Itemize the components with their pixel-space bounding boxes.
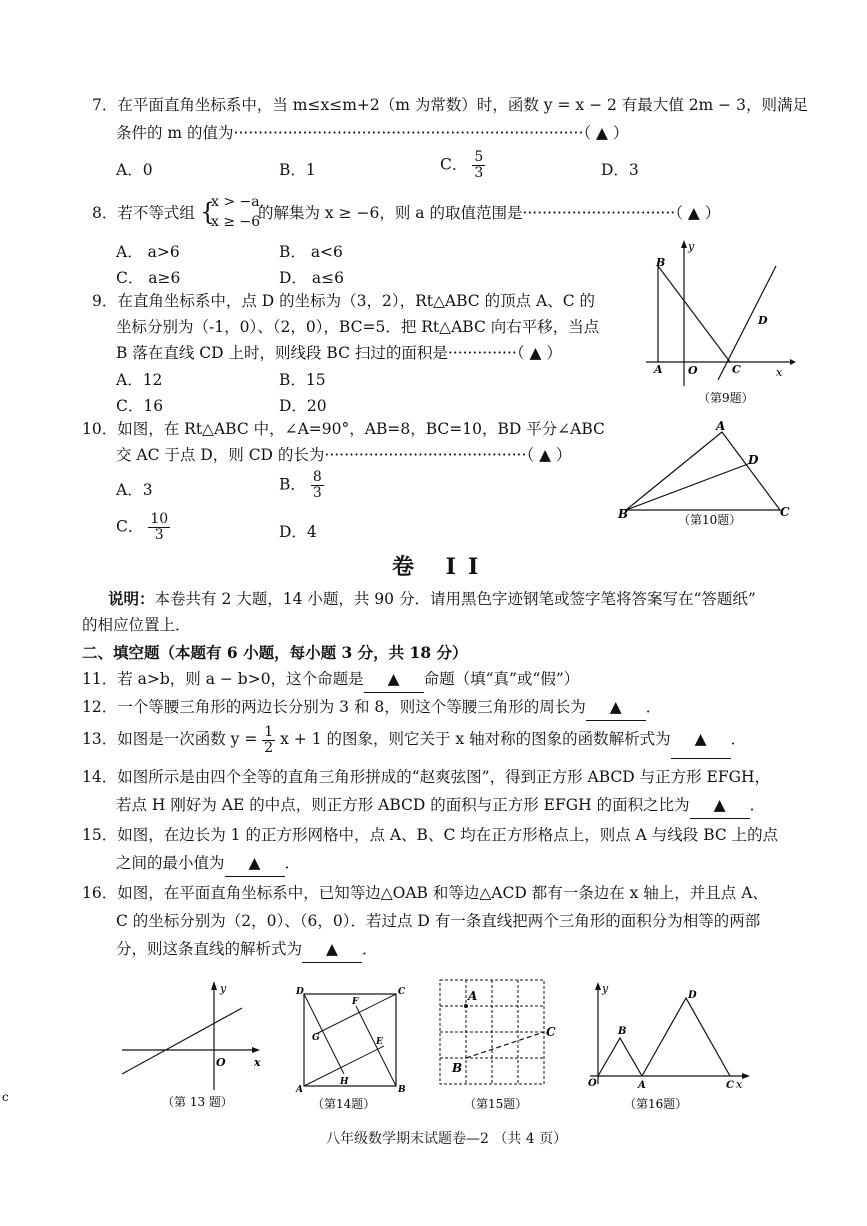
q11-post: 命题（填“真”或“假”） <box>423 670 580 688</box>
figure-14 <box>294 986 412 1114</box>
q16-line1: 16．如图，在平面直角坐标系中，已知等边△OAB 和等边△ACD 都有一条边在 x 轴上，并且点 A、 <box>82 884 768 902</box>
part2-note-line2: 的相应位置上． <box>82 616 191 634</box>
q16-post: ． <box>362 940 378 958</box>
fig14-label-a: A <box>296 1085 303 1095</box>
fig9-caption: （第9题） <box>698 391 754 405</box>
fig9-label-d: D <box>758 314 768 327</box>
q8-brace: { <box>200 198 216 226</box>
q14-line2 <box>116 792 765 819</box>
fig9-label-o: O <box>688 364 698 377</box>
q14-answer-blank: ▲ <box>690 792 750 819</box>
fig14-line-dh <box>304 994 344 1074</box>
fig13-caption: （第 13 题） <box>162 1095 233 1109</box>
q7-option-c-fraction <box>472 150 485 181</box>
q9-option-d: D．20 <box>279 397 327 415</box>
fig10-segment-bd <box>626 464 748 510</box>
q7-c-den: 3 <box>474 165 484 181</box>
q8-sys2: x ≥ −6 <box>211 214 261 230</box>
page-footer: 八年级数学期末试题卷—2 （共 4 页） <box>326 1131 568 1147</box>
q10-b-num: 8 <box>312 469 322 485</box>
q9-option-b: B．15 <box>279 371 326 389</box>
q13-pre: 13．如图是一次函数 y = <box>82 730 258 748</box>
q16-line3-text: 分，则这条直线的解析式为 <box>116 940 303 958</box>
fig15-caption: （第15题） <box>464 1097 528 1111</box>
fig15-label-b: B <box>452 1061 463 1075</box>
fig9-label-c: C <box>732 363 741 376</box>
q9-line1: 9．在直角坐标系中，点 D 的坐标为（3，2），Rt△ABC 的顶点 A、C 的 <box>92 292 596 310</box>
q9-option-a: A．12 <box>116 371 163 389</box>
q10-b-den: 3 <box>312 485 322 501</box>
q11 <box>82 666 579 693</box>
q13-fraction <box>262 725 275 756</box>
fig16-triangle-acd <box>642 998 730 1076</box>
q7-line2: 条件的 m 的值为·······································································（ ▲ ） <box>116 124 629 142</box>
fig10-label-a: A <box>716 419 726 433</box>
q11-answer-blank: ▲ <box>364 666 424 693</box>
q8-sys1: x > −a, <box>211 194 265 210</box>
q9-line3: B 落在直线 CD 上时，则线段 BC 扫过的面积是··············（ ▲ ） <box>116 344 562 362</box>
fig16-label-d: D <box>688 990 697 1001</box>
fig16-label-y: y <box>602 982 609 995</box>
fig13-label-o: O <box>216 1056 226 1069</box>
fig13-x-arrow <box>252 1047 260 1053</box>
fig13-label-x: x <box>254 1056 261 1069</box>
fig10-label-d: D <box>748 453 759 467</box>
q8-option-b: B． a<6 <box>279 243 343 261</box>
q9-line2: 坐标分别为（-1，0）、（2，0），BC=5．把 Rt△ABC 向右平移，当点 <box>116 318 600 336</box>
fig16-label-x: x <box>736 1078 743 1091</box>
fig14-label-d: D <box>296 987 304 997</box>
fig16-caption: （第16题） <box>624 1097 688 1111</box>
fig10-label-c: C <box>780 505 790 519</box>
q7-c-num: 5 <box>474 149 484 165</box>
q13 <box>82 720 746 759</box>
fig14-label-h: H <box>340 1077 349 1087</box>
q15-line2-text: 之间的最小值为 <box>116 854 225 872</box>
q8-option-a: A． a>6 <box>116 243 180 261</box>
fig16-label-o: O <box>588 1078 597 1089</box>
fig10-triangle <box>626 432 780 510</box>
q10-option-c-label: C． <box>116 517 144 536</box>
q15-line1: 15．如图，在边长为 1 的正方形网格中，点 A、B、C 均在正方形格点上，则点 A 与线段 BC 上的点 <box>82 826 779 844</box>
figure-13 <box>118 978 268 1113</box>
q10-option-a: A．3 <box>116 481 153 499</box>
q15-answer-blank: ▲ <box>225 850 285 877</box>
q10-option-d: D．4 <box>279 523 317 541</box>
q15-line2 <box>116 850 300 877</box>
q10-option-b-fraction <box>311 470 324 501</box>
q14-line2-text: 若点 H 刚好为 AE 的中点，则正方形 ABCD 的面积与正方形 EFGH 的面积之比为 <box>116 796 690 814</box>
fig9-label-b: B <box>656 256 666 269</box>
q10-c-den: 3 <box>154 527 164 543</box>
fig14-label-e: E <box>376 1037 383 1047</box>
fig9-segment-bc <box>658 266 730 362</box>
q16-line2: C 的坐标分别为（2，0）、（6，0）．若过点 D 有一条直线把两个三角形的面积分为相等的两部 <box>116 912 761 930</box>
q10-c-num: 10 <box>150 511 169 527</box>
q10-line1: 10．如图，在 Rt△ABC 中，∠A=90°，AB=8，BC=10，BD 平分∠ABC <box>82 420 605 438</box>
q8-post: 的解集为 x ≥ −6，则 a 的取值范围是·······························（ ▲ ） <box>258 204 721 222</box>
figure-10 <box>612 418 802 530</box>
fig14-label-b: B <box>398 1085 406 1095</box>
fig16-label-a: A <box>638 1080 646 1091</box>
margin-mark: c <box>2 1090 9 1104</box>
fig13-label-y: y <box>220 982 227 995</box>
figure-16 <box>584 980 754 1116</box>
fig14-label-c: C <box>398 987 406 997</box>
fig9-y-arrow <box>681 240 687 248</box>
fig15-point-a <box>464 1004 468 1008</box>
q13-num: 1 <box>264 723 274 740</box>
fig14-label-f: F <box>352 997 359 1007</box>
fig9-label-y: y <box>688 240 695 253</box>
q7-option-a: A．0 <box>116 161 153 179</box>
q12 <box>82 694 661 721</box>
q8-option-c: C． a≥6 <box>116 269 181 287</box>
fig16-triangle-oab <box>598 1038 642 1076</box>
q8-pre: 8．若不等式组 <box>92 204 195 222</box>
q14-post: ． <box>749 796 766 814</box>
q13-mid: x + 1 的图象，则它关于 x 轴对称的图象的函数解析式为 <box>280 730 671 748</box>
part2-note-line1 <box>108 586 756 612</box>
q10-option-b-label: B． <box>279 475 306 494</box>
fig15-label-c: C <box>546 1025 556 1039</box>
q14-line1: 14．如图所示是由四个全等的直角三角形拼成的“赵爽弦图”，得到正方形 ABCD 与正方形 EFGH， <box>82 768 770 786</box>
q12-post: ． <box>645 698 662 716</box>
fig9-label-x: x <box>776 366 783 379</box>
figure-9 <box>636 236 796 416</box>
fig9-x-arrow <box>790 359 796 365</box>
q16-answer-blank: ▲ <box>302 936 362 963</box>
q15-post: ． <box>284 854 301 872</box>
q10-option-c-fraction <box>148 512 170 543</box>
fig16-label-b: B <box>618 1026 627 1037</box>
q7-option-d: D．3 <box>601 161 639 179</box>
q7-option-c-label: C． <box>440 155 468 174</box>
part2-note-label: 说明： <box>108 589 155 608</box>
q8-option-d: D． a≤6 <box>279 269 344 287</box>
q7-option-c <box>440 150 485 181</box>
fig16-x-arrow <box>742 1073 750 1079</box>
fig13-y-arrow <box>211 981 217 990</box>
part2-note-text: 本卷共有 2 大题，14 小题，共 90 分．请用黑色字迹钢笔或签字笔将答案写在“答题纸” <box>154 590 756 608</box>
fig14-caption: （第14题） <box>312 1097 376 1111</box>
q13-answer-blank: ▲ <box>671 720 731 759</box>
section-heading: 二、填空题（本题有 6 小题，每小题 3 分，共 18 分） <box>82 643 468 662</box>
q11-pre: 11．若 a>b，则 a − b>0，这个命题是 <box>82 670 364 688</box>
q10-option-b <box>279 470 324 501</box>
fig15-label-a: A <box>468 989 478 1003</box>
fig10-caption: （第10题） <box>678 513 742 527</box>
fig16-label-c: C <box>726 1080 734 1091</box>
q8-system <box>211 192 264 232</box>
part2-title: 卷 II <box>392 554 491 580</box>
q10-line2: 交 AC 于点 D，则 CD 的长为·········································（ ▲ ） <box>116 446 572 464</box>
figure-15 <box>436 976 566 1114</box>
q9-option-c: C．16 <box>116 397 164 415</box>
q13-den: 2 <box>264 739 274 756</box>
fig15-segment-bc <box>466 1032 544 1058</box>
q7-line1: 7．在平面直角坐标系中，当 m≤x≤m+2（m 为常数）时，函数 y = x − 2 有最大值 2m − 3，则满足 <box>92 96 808 114</box>
fig10-label-b: B <box>618 507 629 521</box>
q7-option-b: B．1 <box>279 161 316 179</box>
q16-line3 <box>116 936 378 963</box>
fig9-label-a: A <box>654 363 663 376</box>
q12-pre: 12．一个等腰三角形的两边长分别为 3 和 8，则这个等腰三角形的周长为 <box>82 698 586 716</box>
q13-post: ． <box>730 730 747 748</box>
q10-option-c <box>116 512 170 543</box>
fig16-y-arrow <box>595 982 601 990</box>
q12-answer-blank: ▲ <box>586 694 646 721</box>
fig14-label-g: G <box>312 1033 320 1043</box>
